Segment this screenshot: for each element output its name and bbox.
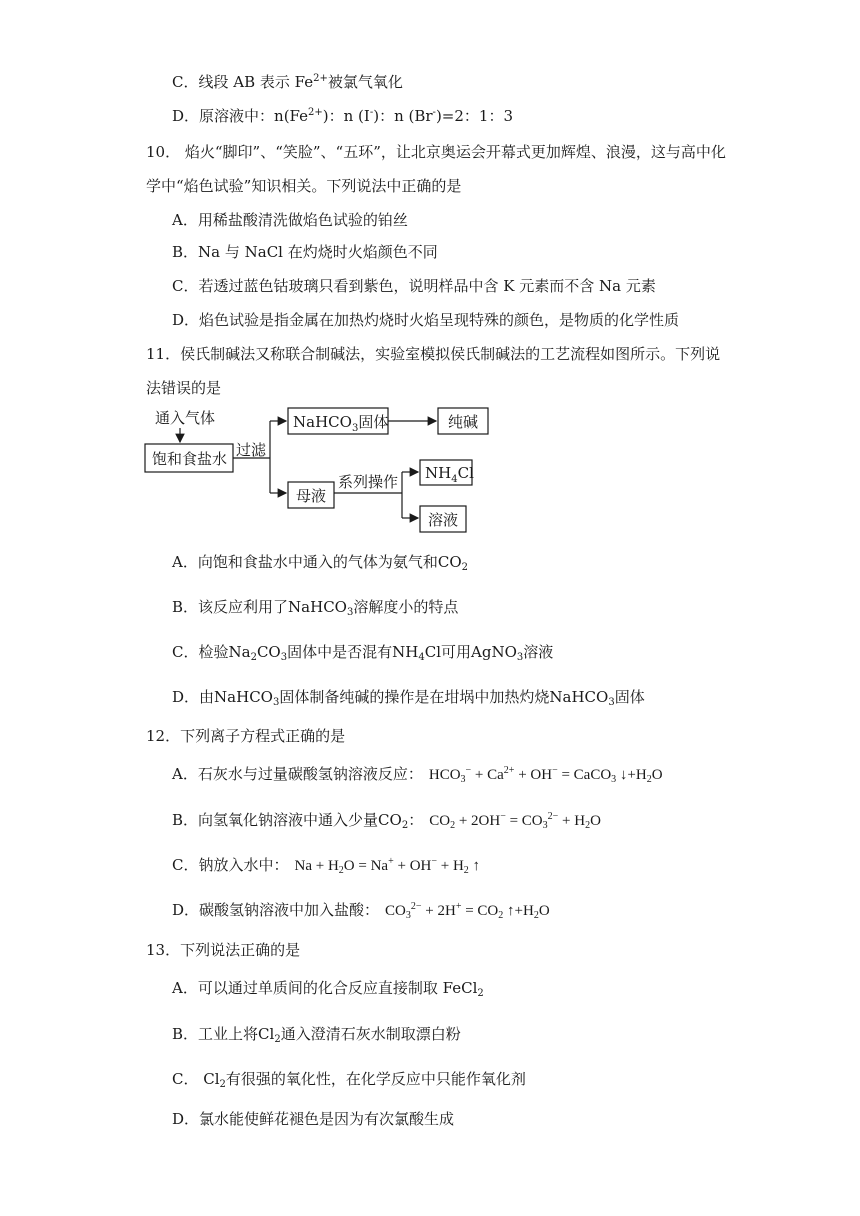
input-gas-label: 通入气体	[155, 409, 216, 427]
q13-option-c: C． $Cl_2$有很强的氧化性，在化学反应中只能作氧化剂	[172, 1070, 526, 1090]
series-ops-label: 系列操作	[338, 473, 399, 491]
q9-option-c: C．线段 AB 表示 $Fe^{2+}$被氯气氧化	[172, 73, 403, 91]
q11-stem-line-2: 法错误的是	[146, 379, 222, 397]
q11-option-a: A．向饱和食盐水中通入的气体为氨气和$CO_2$	[172, 553, 469, 573]
q12-stem: 12．下列离子方程式正确的是	[146, 727, 346, 745]
q11-option-c: C．检验$Na_2CO_3$固体中是否混有$NH_4Cl$可用AgNO$_3$溶液	[172, 643, 554, 663]
brine-label: 饱和食盐水	[152, 450, 228, 468]
solution-label: 溶液	[428, 511, 459, 529]
q10-stem-line-2: 学中“焰色试验”知识相关。下列说法中正确的是	[146, 177, 462, 195]
q11-option-d: D．由NaHCO$_3$固体制备纯碱的操作是在坩埚中加热灼烧NaHCO$_3$固体	[172, 688, 645, 708]
q12-a-equation: $HCO_3^- + Ca^{2+} + OH^-$ = CaCO$_3$ $↓+H_2O$	[428, 765, 663, 785]
q13-stem: 13．下列说法正确的是	[146, 941, 301, 959]
q12-option-b: B．向氢氧化钠溶液中通入少量$CO_2$： $CO_2 + 2OH^- = CO_3^{2-} + H_2O$	[172, 811, 601, 831]
q12-c-equation: $Na + H_2O = Na^+ + OH^- + H_2$ ↑	[294, 856, 481, 876]
q12-option-d: D．碳酸氢钠溶液中加入盐酸： $CO_3^{2-} + 2H^+ = CO_2$ $↑+H_2O$	[172, 901, 550, 921]
nh4cl-label: $NH_4Cl$	[425, 464, 474, 485]
nahco3-solid-label: NaHCO$_3$固体	[293, 413, 389, 434]
q13-option-b: B．工业上将$Cl_2$通入澄清石灰水制取漂白粉	[172, 1025, 461, 1045]
q13-option-d: D．氯水能使鲜花褪色是因为有次氯酸生成	[172, 1110, 455, 1128]
q9-option-d: D．原溶液中：$n(Fe^{2+})$：n (I-)：n (Br-)=2：1：3	[172, 107, 513, 125]
mother-liquor-label: 母液	[296, 487, 327, 505]
q11-stem-line-1: 11．侯氏制碱法又称联合制碱法，实验室模拟侯氏制碱法的工艺流程如图所示。下列说	[146, 345, 721, 363]
q13-option-a: A．可以通过单质间的化合反应直接制取 FeCl$_2$	[172, 979, 484, 999]
q10-stem-line-1: 10． 焰火“脚印”、“笑脸”、“五环”，让北京奥运会开幕式更加辉煌、浪漫，这与高中化	[146, 143, 726, 161]
flow-diagram	[140, 400, 500, 540]
filter-label: 过滤	[236, 441, 267, 459]
soda-ash-label: 纯碱	[448, 413, 479, 431]
q12-option-a: A．石灰水与过量碳酸氢钠溶液反应： $HCO_3^- + Ca^{2+} + OH^-$ = CaCO$_3$ $↓+H_2O$	[172, 765, 663, 785]
q10-option-b: B．Na 与 NaCl 在灼烧时火焰颜色不同	[172, 243, 438, 261]
q10-option-d: D．焰色试验是指金属在加热灼烧时火焰呈现特殊的颜色，是物质的化学性质	[172, 311, 680, 329]
q11-option-b: B．该反应利用了NaHCO$_3$溶解度小的特点	[172, 598, 459, 618]
q10-option-a: A．用稀盐酸清洗做焰色试验的铂丝	[172, 211, 408, 229]
q12-option-c: C．钠放入水中： $Na + H_2O = Na^+ + OH^- + H_2$ ↑	[172, 856, 481, 876]
q12-d-equation: $CO_3^{2-} + 2H^+ = CO_2$ $↑+H_2O$	[385, 901, 550, 921]
q12-b-equation: $CO_2 + 2OH^- = CO_3^{2-} + H_2O$	[429, 811, 601, 831]
q10-option-c: C．若透过蓝色钴玻璃只看到紫色，说明样品中含 K 元素而不含 Na 元素	[172, 277, 656, 295]
